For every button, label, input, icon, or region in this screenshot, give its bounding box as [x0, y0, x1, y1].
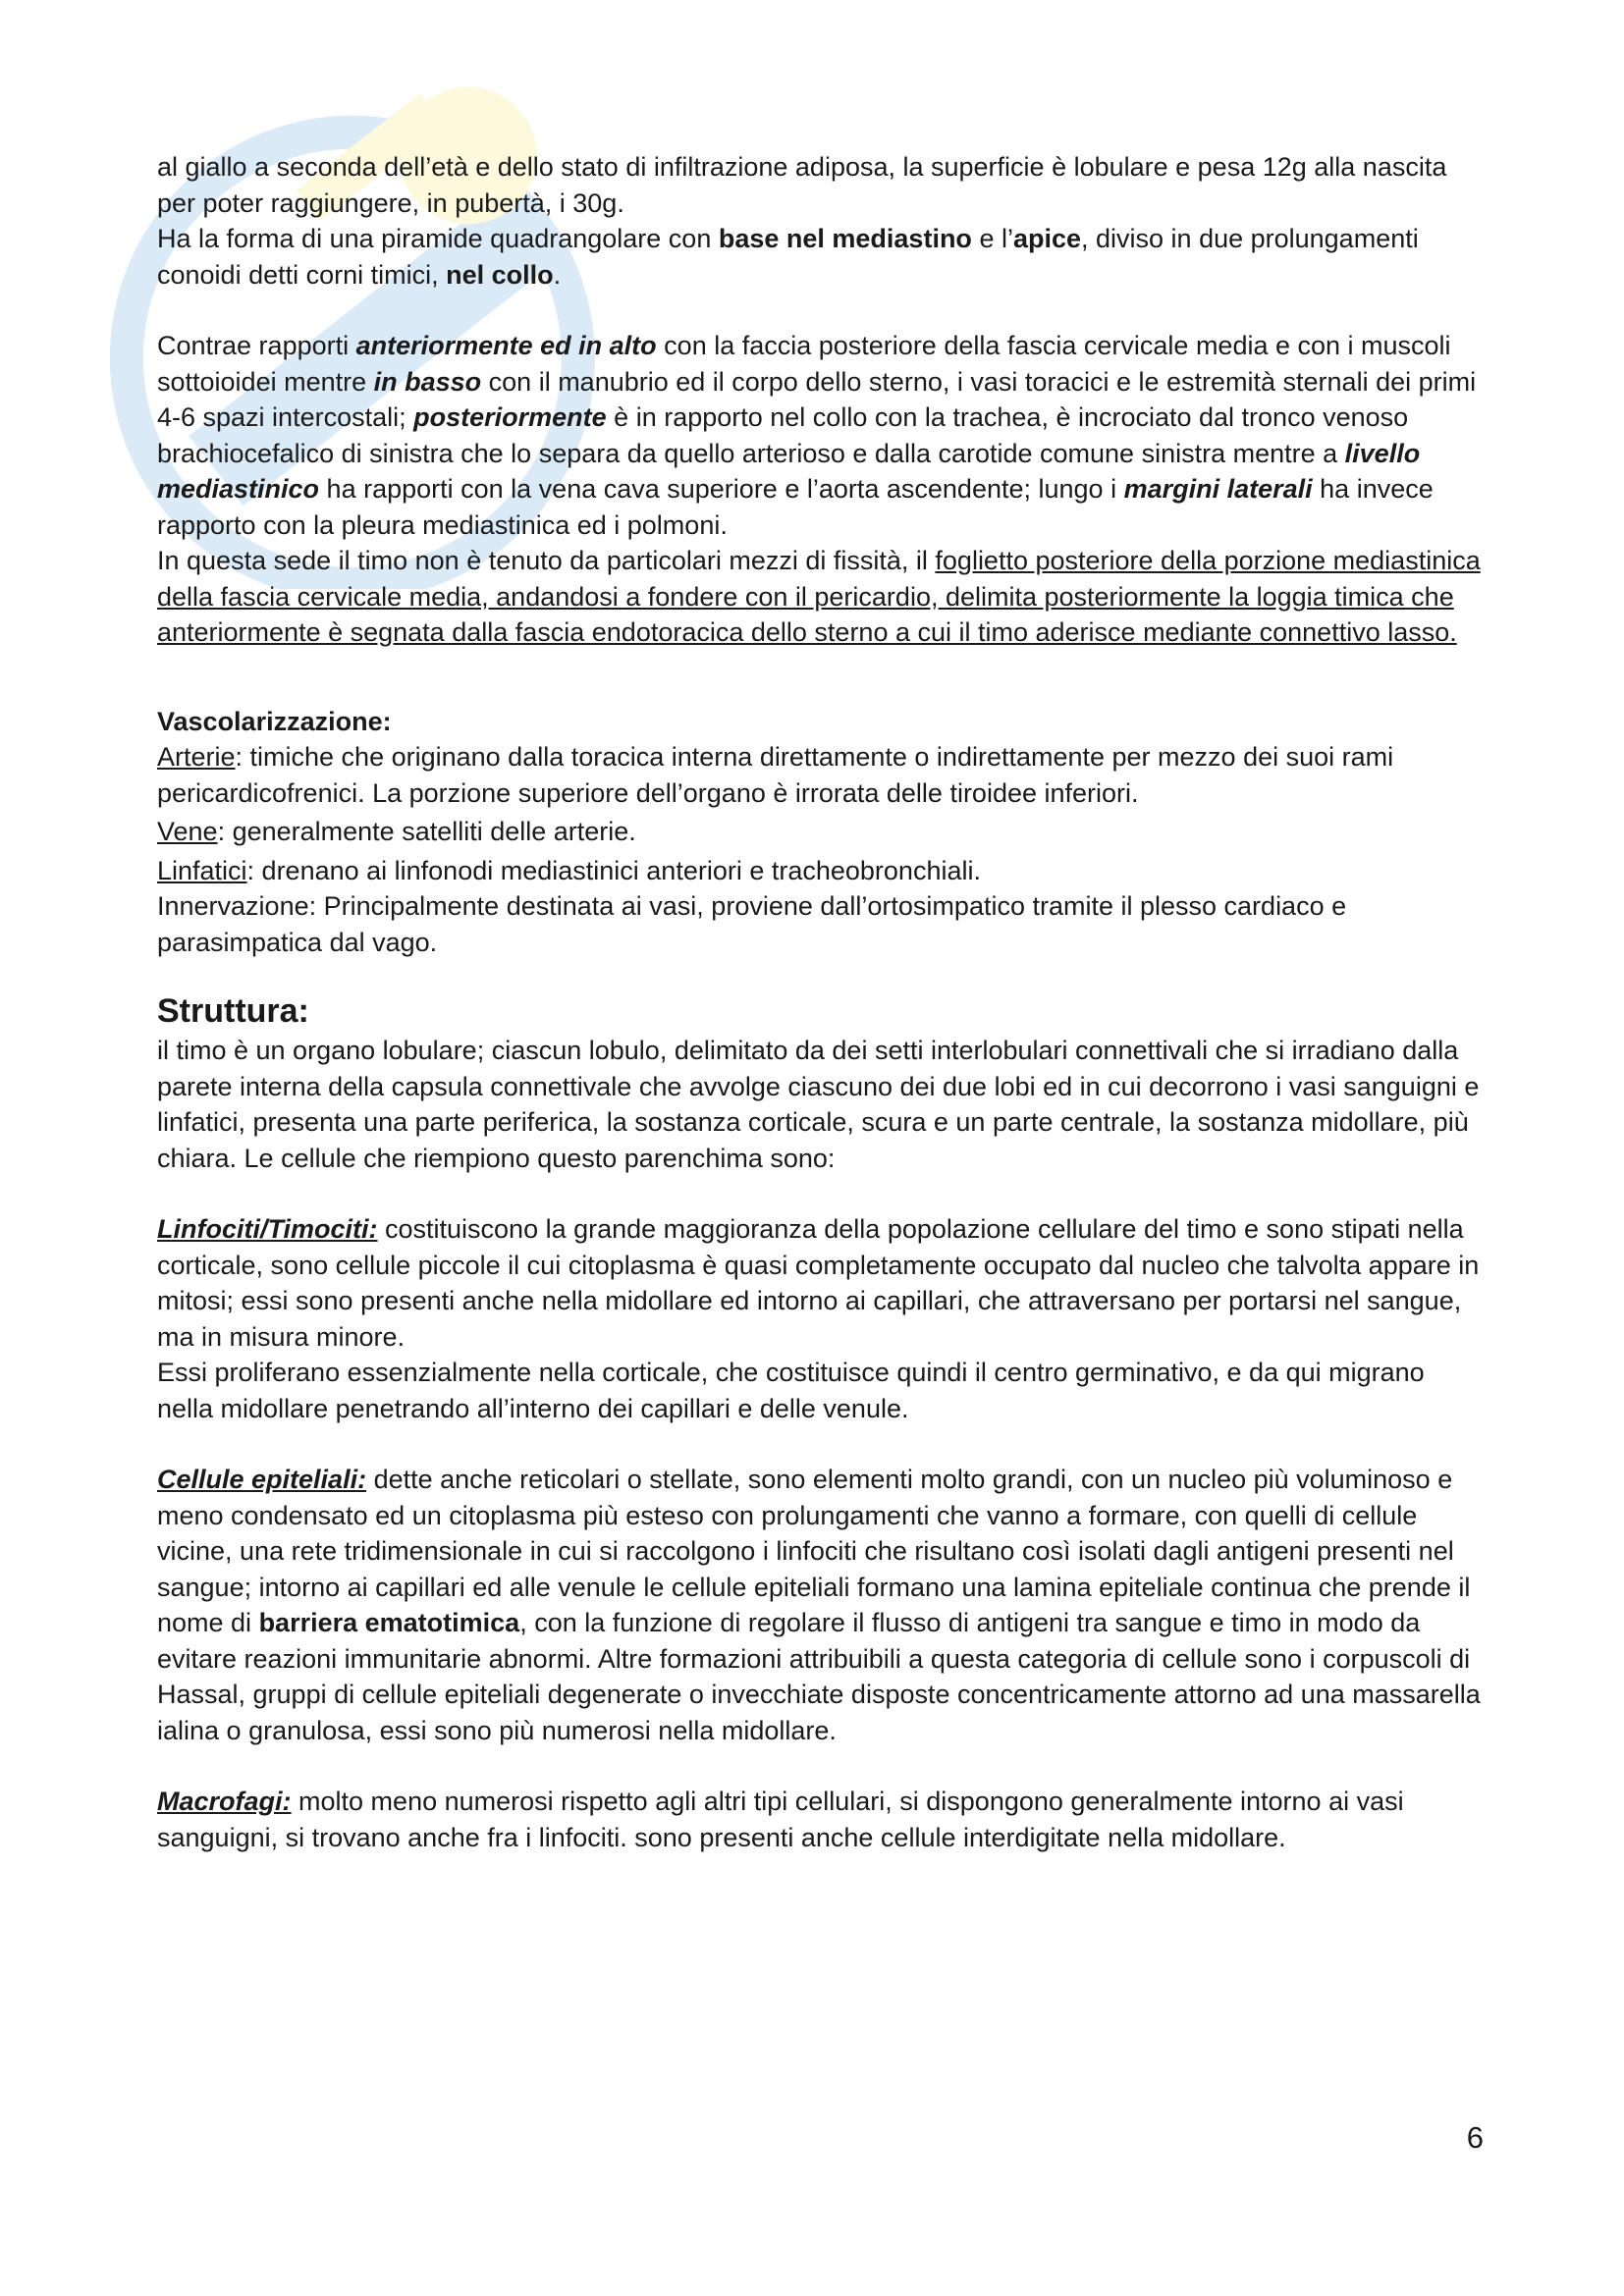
foglietto-posteriore-underlined: foglietto posteriore della porzione mediastinica della fascia cervicale media, andandosi a fondere con il pericardio, delimita posteriormente la loggia timica che anteriormente è segnata dalla fascia endotoracica dello sterno a cui il timo aderisce mediante connettivo lasso.: [157, 546, 1481, 647]
nel-collo-term: nel collo: [446, 259, 554, 290]
vene-item: [157, 814, 1483, 850]
macrofagi-text: molto meno numerosi rispetto agli altri tipi cellulari, si dispongono generalmente intorno ai vasi sanguigni, si trovano anche fra i linfociti. sono presenti anche cellule interdigitate nella midollare.: [157, 1787, 1404, 1852]
linfatici-text: : drenano ai linfonodi mediastinici anteriori e tracheobronchiali.: [246, 855, 981, 885]
intro-paragraph: [157, 149, 1483, 293]
macrofagi-label: Macrofagi:: [157, 1787, 292, 1816]
rapporti-text: Contrae rapporti: [157, 331, 356, 360]
rapporti-text-2: con la faccia posteriore della fascia cervicale media e con i muscoli sottoioidei mentre: [157, 331, 1451, 397]
vascolarizzazione-heading: Vascolarizzazione:: [157, 706, 392, 736]
vene-label: Vene: [157, 817, 218, 846]
arterie-text: : timiche che originano dalla toracica interna direttamente o indirettamente per mezzo dei suoi rami pericardicofrenici. La porzione superiore dell’organo è irrorata delle tiroidee inferiori.: [157, 742, 1394, 808]
linfociti-text-2: Essi proliferano essenzialmente nella corticale, che costituisce quindi il centro germinativo, e da qui migrano nella midollare penetrando all’interno dei capillari e delle venule.: [157, 1358, 1425, 1423]
epiteliali-text-2: , con la funzione di regolare il flusso di antigeni tra sangue e timo in modo da evitare reazioni immunitarie abnormi. Altre formazioni attribuibili a questa categoria di cellule sono i corpuscoli di Hassal, gruppi di cellule epiteliali degenerate o invecchiate disposte concentricamente attorno ad una massarella ialina o granulosa, essi sono più numerosi nella midollare.: [157, 1608, 1481, 1745]
rapporti-text-4: è in rapporto nel collo con la trachea, è incrociato dal tronco venoso brachiocefalico di sinistra che lo separa da quello arterioso e dalla carotide comune sinistra mentre a: [157, 402, 1409, 468]
apice-term: apice: [1012, 224, 1082, 253]
posteriormente-term: posteriormente: [413, 402, 607, 432]
struttura-heading: Struttura:: [157, 992, 309, 1030]
intro-shape-text-4: .: [553, 259, 562, 290]
livello-mediastinico-term: livello mediastinico: [157, 438, 1421, 504]
rapporti-text-5: ha rapporti con la vena cava superiore e l’aorta ascendente; lungo i: [319, 474, 1124, 504]
arterie-item: [157, 739, 1483, 811]
document-page: [157, 149, 1483, 1855]
linfociti-label: Linfociti/Timociti:: [157, 1214, 378, 1244]
anteriormente-term: anteriormente ed in alto: [355, 331, 657, 360]
in-basso-term: in basso: [373, 366, 482, 397]
linfatici-label: Linfatici: [157, 855, 247, 885]
rapporti-text-3: con il manubrio ed il corpo dello sterno, i vasi toracici e le estremità sternali dei primi 4-6 spazi intercostali;: [157, 366, 1477, 432]
struttura-intro: il timo è un organo lobulare; ciascun lobulo, delimitato da dei setti interlobulari connettivali che si irradiano dalla parete interna della capsula connettivale che avvolge ciascuno dei due lobi ed in cui decorrono i vasi sanguigni e linfatici, presenta una parte periferica, la sostanza corticale, scura e un parte centrale, la sostanza midollare, più chiara. Le cellule che riempiono questo parenchima sono:: [157, 1036, 1480, 1173]
linfociti-text: costituiscono la grande maggioranza della popolazione cellulare del timo e sono stipati nella corticale, sono cellule piccole il cui citoplasma è quasi completamente occupato dal nucleo che talvolta appare in mitosi; essi sono presenti anche nella midollare ed intorno ai capillari, che attraversano per portarsi nel sangue, ma in misura minore.: [157, 1214, 1480, 1352]
rapporti-paragraph: [157, 328, 1483, 651]
epiteliali-paragraph: [157, 1462, 1483, 1748]
epiteliali-label: Cellule epiteliali:: [157, 1465, 367, 1494]
intro-shape-text-3: , diviso in due prolungamenti conoidi detti corni timici,: [157, 224, 1419, 290]
barriera-ematotimica-term: barriera ematotimica: [258, 1608, 520, 1637]
page-number: 6: [1466, 2120, 1484, 2155]
vene-text: : generalmente satelliti delle arterie.: [217, 817, 636, 846]
rapporti-text-6: ha invece rapporto con la pleura mediastinica ed i polmoni.: [157, 474, 1434, 540]
epiteliali-text: dette anche reticolari o stellate, sono elementi molto grandi, con un nucleo più voluminoso e meno condensato ed un citoplasma più esteso con prolungamenti che vanno a formare, con quelli di cellule vicine, una rete tridimensionale in cui si raccolgono i linfociti che risultano così isolati dagli antigeni presenti nel sangue; intorno ai capillari ed alle venule le cellule epiteliali formano una lamina epiteliale continua che prende il nome di: [157, 1465, 1471, 1637]
linfociti-paragraph: [157, 1211, 1483, 1426]
margini-laterali-term: margini laterali: [1123, 474, 1313, 504]
sede-text: In questa sede il timo non è tenuto da particolari mezzi di fissità, il: [157, 546, 936, 575]
intro-text: al giallo a seconda dell’età e dello stato di infiltrazione adiposa, la superficie è lobulare e pesa 12g alla nascita per poter raggiungere, in pubertà, i 30g.: [157, 152, 1447, 218]
macrofagi-paragraph: [157, 1784, 1483, 1855]
arterie-label: Arterie: [157, 742, 236, 772]
intro-shape-text: Ha la forma di una piramide quadrangolare con: [157, 224, 719, 253]
linfatici-item: [157, 853, 1483, 889]
innervazione-item: Innervazione: Principalmente destinata ai vasi, proviene dall’ortosimpatico tramite il plesso cardiaco e parasimpatica dal vago.: [157, 891, 1347, 957]
base-mediastino-term: base nel mediastino: [718, 224, 972, 253]
intro-shape-text-2: e l’: [971, 224, 1013, 253]
